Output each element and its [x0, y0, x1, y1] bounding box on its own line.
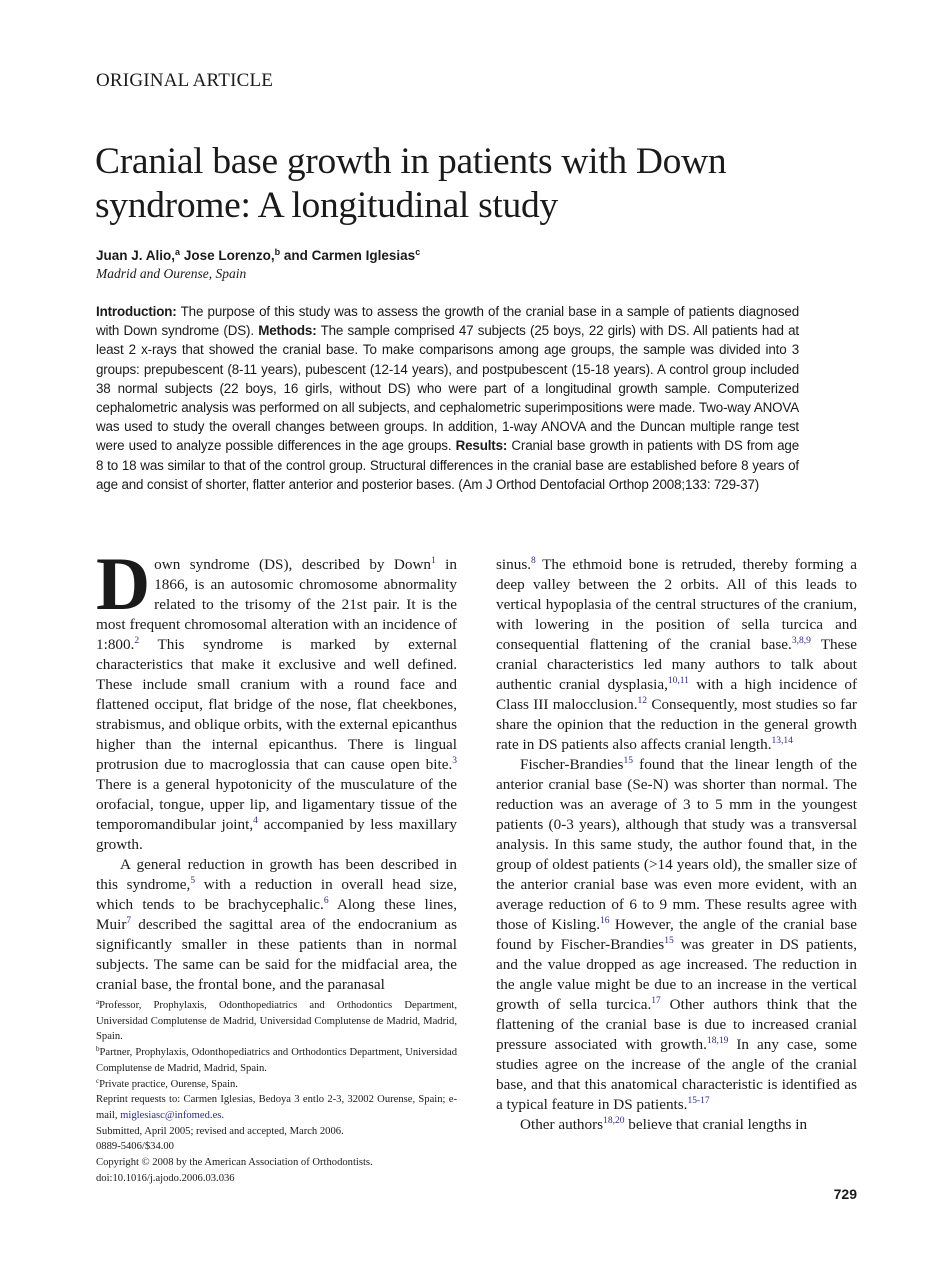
reprint-requests [96, 1092, 457, 1123]
affiliation-mark: a [96, 998, 100, 1006]
body-text: in 1866, is an autosomic chromosome abnormality related to the trisomy of the 21st pair. It is the most frequent chromosomal alteration with an incidence of 1:800. [96, 556, 457, 653]
citation-link[interactable]: 2 [134, 636, 140, 646]
body-text: However, the angle of the cranial base found by Fischer-Brandies [496, 916, 857, 953]
abstract-methods-label: Methods: [258, 323, 317, 339]
affiliation-mark: a [175, 247, 181, 257]
abstract [96, 302, 799, 494]
citation-link[interactable]: 6 [323, 896, 329, 906]
citation-link[interactable]: 3 [452, 756, 457, 766]
affiliation-mark: c [415, 247, 421, 257]
body-text: accompanied by less maxillary growth. [96, 816, 457, 853]
article-title: Cranial base growth in patients with Down syndrome: A longitudinal study [95, 141, 727, 226]
body-column-right [496, 555, 857, 1135]
copyright-notice: Copyright © 2008 by the American Association of Orthodontists. [96, 1157, 373, 1169]
citation-link[interactable]: 18,19 [706, 1036, 729, 1046]
abstract-intro-label: Introduction: [96, 304, 177, 319]
affiliation-text: Partner, Prophylaxis, Odonthopediatrics and Orthodontics Department, Universidad Complutense de Madrid, Madrid, Spain. [96, 1047, 457, 1074]
section-label: ORIGINAL ARTICLE [96, 70, 274, 91]
email-link[interactable]: miglesiasc@infomed.es. [120, 1109, 225, 1121]
paragraph-text [496, 756, 857, 1113]
body-paragraph [496, 1115, 857, 1135]
citation-link[interactable]: 15 [623, 756, 633, 766]
doi: doi:10.1016/j.ajodo.2006.03.036 [96, 1172, 235, 1184]
citation-link[interactable]: 3,8,9 [791, 636, 811, 646]
paragraph-text [496, 556, 857, 753]
body-text: Other authors think that the flattening of the cranial base is due to increased cranial pressure associated with growth. [496, 996, 857, 1053]
drop-cap: D [96, 543, 151, 626]
body-text: This syndrome is marked by external characteristics that make it exclusive and well defined. These include small cranium with a round face and flattened occiput, flat bridge of the nose, flat cheekbones, strabismus, and oblique orbits, with the external epicanthus higher than the internal epicanthus. There is lingual protrusion due to macroglossia that can cause open bite. [96, 636, 457, 773]
body-text: with a high incidence of Class III malocclusion. [496, 676, 858, 713]
body-text: Other authors [520, 1116, 604, 1133]
body-text: Fischer-Brandies [520, 756, 624, 773]
abstract-intro-text: The purpose of this study was to assess the growth of the cranial base in a sample of patients diagnosed with Down syndrome (DS). [96, 304, 799, 339]
body-text: These cranial characteristics led many authors to talk about authentic cranial dysplasia, [496, 636, 857, 693]
affiliation-text: Professor, Prophylaxis, Odonthopediatrics and Orthodontics Department, Universidad Complutense de Madrid, Universidad Complutense de Madrid, Madrid, Spain. [96, 1000, 457, 1043]
citation-link[interactable]: 17 [651, 996, 661, 1006]
paragraph-text [96, 856, 457, 993]
body-paragraph [496, 555, 857, 755]
citation-link[interactable]: 7 [126, 916, 132, 926]
affiliation-footnote [96, 1077, 457, 1093]
body-text: described the sagittal area of the endocranium as significantly smaller in these patients than in normal subjects. The same can be said for the midfacial area, the cranial base, the frontal bone, and the paranasal [96, 916, 457, 993]
citation-link[interactable]: 4 [253, 816, 258, 826]
body-paragraph [496, 755, 857, 1115]
author-location: Madrid and Ourense, Spain [96, 266, 247, 281]
abstract-results-text: Cranial base growth in patients with DS from age 8 to 18 was similar to that of the control group. Structural differences in the cranial base are established before 8 years of age and consist of shorter, flatter anterior and posterior bases. (Am J Orthod Dentofacial Orthop 2008;133: 729-37) [96, 438, 799, 492]
reprint-text: Reprint requests to: Carmen Iglesias, Bedoya 3 entlo 2-3, 32002 Ourense, Spain; e-mail, [96, 1094, 457, 1121]
authors-joiner: and [283, 248, 308, 263]
abstract-results-label: Results: [455, 438, 508, 454]
body-text: believe that cranial lengths in [624, 1116, 808, 1133]
body-paragraph [96, 543, 457, 855]
body-text: Consequently, most studies so far share the opinion that the reduction in the general growth rate in DS patients also affects cranial length. [496, 696, 857, 753]
affiliation-mark: b [96, 1045, 100, 1054]
body-text: was greater in DS patients, and the value dropped as age increased. The reduction in the angle value might be due to an increase in the vertical growth of sella turcica. [496, 936, 857, 1013]
body-text: There is a general hypotonicity of the musculature of the orofacial, tongue, upper lip, and ligamentary tissue of the temporomandibular joint, [96, 776, 457, 833]
body-column-left [96, 543, 458, 995]
body-paragraph [96, 855, 457, 995]
body-text: found that the linear length of the anterior cranial base (Se-N) was shorter than normal. The reduction was an average of 3 to 5 mm in the youngest patients (0-3 years), although that study was a transversal analysis. In this same study, the author found that, in the group of oldest patients (>14 years old), the smaller size of the anterior cranial base was even more evident, with an average reduction of 6 to 9 mm. These results agree with those of Kisling. [496, 756, 857, 933]
body-text: In any case, some studies agree on the increase of the angle of the cranial base, and that this anatomical characteristic is identified as a typical feature in DS patients. [496, 1036, 857, 1113]
citation-link[interactable]: 12 [637, 696, 647, 706]
issn-price: 0889-5406/$34.00 [96, 1141, 174, 1153]
author-name: Carmen Iglesias [311, 248, 416, 263]
footnotes [96, 998, 457, 1186]
citation-link[interactable]: 16 [600, 916, 610, 926]
body-text: with a reduction in overall head size, which tends to be brachycephalic. [96, 876, 458, 913]
affiliation-text: Private practice, Ourense, Spain. [99, 1078, 238, 1090]
citation-link[interactable]: 15 [664, 936, 674, 946]
citation-link[interactable]: 18,20 [603, 1116, 625, 1126]
body-text: Along these lines, Muir [96, 896, 457, 933]
citation-link[interactable]: 15-17 [687, 1096, 710, 1106]
body-text: The ethmoid bone is retruded, thereby forming a deep valley between the 2 orbits. All of this leads to vertical hypoplasia of the central structures of the cranium, with lowering in the position of sella turcica and consequential flattening of the cranial base. [496, 556, 857, 653]
affiliation-mark: c [96, 1076, 100, 1085]
body-text: A general reduction in growth has been described in this syndrome, [96, 856, 457, 893]
author-list [96, 248, 420, 263]
author-name: Jose Lorenzo, [183, 248, 275, 263]
affiliation-footnote [96, 998, 457, 1045]
author-name: Juan J. Alio, [96, 248, 176, 263]
body-text: sinus. [496, 556, 532, 573]
page-number: 729 [833, 1186, 857, 1202]
abstract-methods-text: The sample comprised 47 subjects (25 boys, 22 girls) with DS. All patients had at least 2 x-rays that showed the cranial base. To make comparisons among age groups, the sample was divided into 3 groups: prepubescent (8-11 years), pubescent (12-14 years), and postpubescent (15-18 years). A control group included 38 normal subjects (22 boys, 16 girls, without DS) who were part of a longitudinal growth sample. Computerized cephalometric analysis was performed on all subjects, and cephalometric superimpositions were made. Two-way ANOVA was used to study the overall changes between groups. In addition, 1-way ANOVA and the Duncan multiple range test were used to analyze possible differences in the age groups. [96, 323, 799, 454]
citation-link[interactable]: 13,14 [771, 736, 793, 746]
affiliation-mark: b [274, 247, 281, 257]
citation-link[interactable]: 1 [431, 556, 436, 566]
submission-dates: Submitted, April 2005; revised and accepted, March 2006. [96, 1125, 344, 1137]
affiliation-footnote [96, 1045, 457, 1076]
citation-link[interactable]: 5 [190, 876, 196, 886]
citation-link[interactable]: 8 [531, 556, 536, 566]
citation-link[interactable]: 10,11 [667, 676, 689, 686]
body-text: own syndrome (DS), described by Down [154, 556, 432, 573]
paragraph-text [520, 1116, 807, 1133]
